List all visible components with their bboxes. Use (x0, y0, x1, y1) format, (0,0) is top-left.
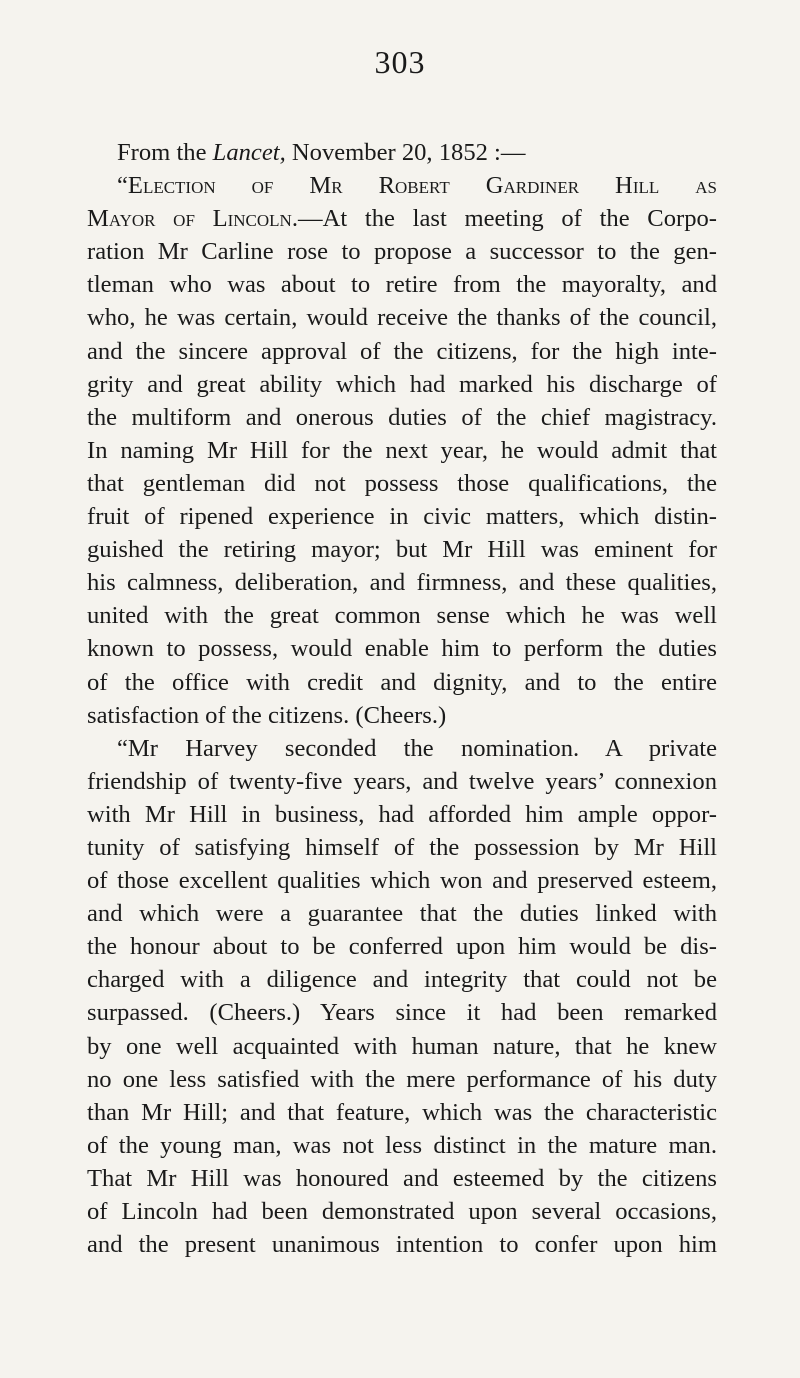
publication-title: Lancet, (212, 139, 286, 166)
paragraph-1-line: ration Mr Carline rose to propose a successor to the gen- (87, 238, 717, 266)
paragraph-1-line: his calmness, deliberation, and firmness, and these qualities, (87, 569, 717, 597)
paragraph-1-line: who, he was certain, would receive the thanks of the council, (87, 304, 717, 332)
paragraph-1-line: that gentleman did not possess those qualifications, the (87, 469, 717, 497)
paragraph-2-line: and which were a guarantee that the duties linked with (87, 900, 717, 928)
paragraph-2-line: than Mr Hill; and that feature, which was the characteristic (87, 1098, 717, 1126)
paragraph-2-line: of Lincoln had been demonstrated upon several occasions, (87, 1198, 717, 1225)
paragraph-2-line: surpassed. (Cheers.) Years since it had been remarked (87, 999, 717, 1027)
paragraph-1-line: known to possess, would enable him to perform the duties (87, 635, 717, 663)
paragraph-1-line: and the sincere approval of the citizens, for the high inte- (87, 337, 717, 365)
source-date: November 20, 1852 :— (285, 139, 526, 166)
paragraph-2-line: “Mr Harvey seconded the nomination. A private (117, 734, 717, 762)
paragraph-1-line: of the office with credit and dignity, and to the entire (87, 668, 717, 696)
paragraph-1-opening: —At the last meeting of the Corpo- (298, 205, 717, 233)
source-line (87, 136, 717, 169)
paragraph-1-line: In naming Mr Hill for the next year, he would admit that (87, 436, 717, 464)
paragraph-1-line: fruit of ripened experience in civic matters, which distin- (87, 503, 717, 531)
heading-line-2 (87, 202, 717, 235)
paragraph-2-line: of those excellent qualities which won and preserved esteem, (87, 867, 717, 895)
body-text (87, 136, 717, 1261)
paragraph-2-line: and the present unanimous intention to confer upon him (87, 1231, 717, 1259)
paragraph-1-line: tleman who was about to retire from the mayoralty, and (87, 271, 717, 299)
heading-line-2-text: Mayor of Lincoln. (87, 205, 298, 233)
source-prefix: From the (117, 139, 213, 166)
paragraph-2-line: the honour about to be conferred upon him would be dis- (87, 933, 717, 961)
paragraph-2-line: no one less satisfied with the mere performance of his duty (87, 1065, 717, 1093)
paragraph-2-line: charged with a diligence and integrity that could not be (87, 966, 717, 994)
paragraph-1-line: guished the retiring mayor; but Mr Hill was eminent for (87, 536, 717, 564)
heading-line-1: “Election of Mr Robert Gardiner Hill as (117, 172, 717, 200)
paragraph-2-line: tunity of satisfying himself of the possession by Mr Hill (87, 833, 717, 861)
paragraph-1-line: the multiform and onerous duties of the chief magistracy. (87, 403, 717, 431)
paragraph-1-line: united with the great common sense which he was well (87, 602, 717, 630)
page-number: 303 (374, 44, 426, 80)
paragraph-2-line: with Mr Hill in business, had afforded him ample oppor- (87, 800, 717, 828)
paragraph-1-line: grity and great ability which had marked his discharge of (87, 370, 717, 398)
paragraph-2-line: of the young man, was not less distinct in the mature man. (87, 1131, 717, 1159)
paragraph-1-line: satisfaction of the citizens. (Cheers.) (87, 701, 447, 729)
paragraph-2-line: That Mr Hill was honoured and esteemed by the citizens (87, 1164, 717, 1192)
paragraph-2-line: friendship of twenty-five years, and twelve years’ connexion (87, 767, 717, 795)
paragraph-2-line: by one well acquainted with human nature, that he knew (87, 1032, 717, 1060)
